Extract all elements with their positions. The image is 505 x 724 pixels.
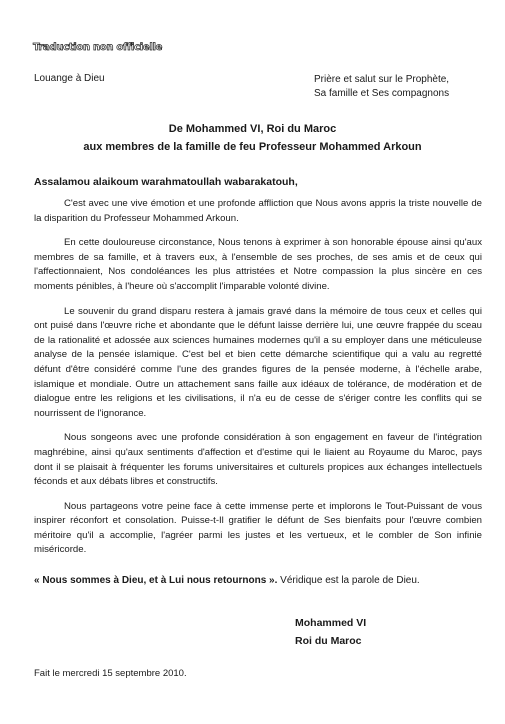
signature	[295, 614, 366, 650]
signature-name: Mohammed VI	[295, 617, 367, 629]
closing-quote: « Nous sommes à Dieu, et à Lui nous retournons ».	[34, 575, 278, 586]
paragraph-4: Nous songeons avec une profonde considération à son engagement en faveur de l'intégration maghrébine, ainsi qu'aux sentiments d'affection et d'estime qui le liaient au Royaume du Maroc, pays dont il se plaisait à fréquenter les forums universitaires et culturels propices aux échanges intellectuels féconds et aux débats libres et constructifs.	[34, 432, 482, 488]
title-line1: De Mohammed VI, Roi du Maroc	[168, 123, 337, 135]
header-left: Louange à Dieu	[34, 73, 105, 84]
header-right-line2: Sa famille et Ses compagnons	[314, 88, 450, 99]
paragraph-5: Nous partageons votre peine face à cette immense perte et implorons le Tout-Puissant de vous inspirer réconfort et consolation. Puisse-t-Il gratifier le défunt de Ses bienfaits pour l'œuvre combien méritoire qu'il a accomplie, l'agréer parmi les justes et les vertueux, et le combler de Son infinie miséricorde.	[34, 500, 482, 556]
closing-rest: Véridique est la parole de Dieu.	[277, 575, 420, 586]
header-right	[314, 73, 449, 101]
header-right-line1: Prière et salut sur le Prophète,	[314, 74, 450, 85]
paragraph-2: En cette douloureuse circonstance, Nous tenons à exprimer à son honorable épouse ainsi qu'aux membres de sa famille, et à travers eux, à l'ensemble de ses proches, de ses amis et de ceux qui l'affectionnaient, Nos condoléances les plus attristées et Notre compassion la plus sincère en ces moments pénibles, à l'heure où s'accomplit l'imparable volonté divine.	[34, 237, 482, 292]
signature-title: Roi du Maroc	[295, 635, 362, 647]
paragraph-3: Le souvenir du grand disparu restera à jamais gravé dans la mémoire de tous ceux et celles qui ont puisé dans l'œuvre riche et abondante que le défunt laisse derrière lui, une œuvre frappée du sceau de la rationalité et adossée aux sciences humaines modernes qu'il a su employer dans une méticuleuse analyse de la pensée islamique. C'est bel et bien cette démarche scientifique qui a valu au regretté défunt d'être considéré comme l'une des grandes figures de la pensée moderne, à l'échelle arabe, islamique et mondiale. Outre un attachement sans faille aux idéaux de tolérance, de modération et de dialogue entre les religions et les civilisations, il n'a eu de cesse de s'ériger contre les conflits qui se nourrissent de l'ignorance.	[34, 305, 482, 419]
letter-title	[0, 120, 505, 156]
paragraph-1: C'est avec une vive émotion et une profonde affliction que Nous avons appris la triste nouvelle de la disparition du Professeur Mohammed Arkoun.	[34, 198, 482, 224]
closing-line	[34, 575, 420, 586]
title-line2: aux membres de la famille de feu Professeur Mohammed Arkoun	[83, 141, 422, 153]
greeting: Assalamou alaikoum warahmatoullah wabarakatouh,	[34, 176, 298, 188]
unofficial-translation-stamp: Traduction non officielle	[33, 42, 163, 53]
letter-body	[34, 197, 482, 568]
date-line: Fait le mercredi 15 septembre 2010.	[34, 668, 187, 679]
